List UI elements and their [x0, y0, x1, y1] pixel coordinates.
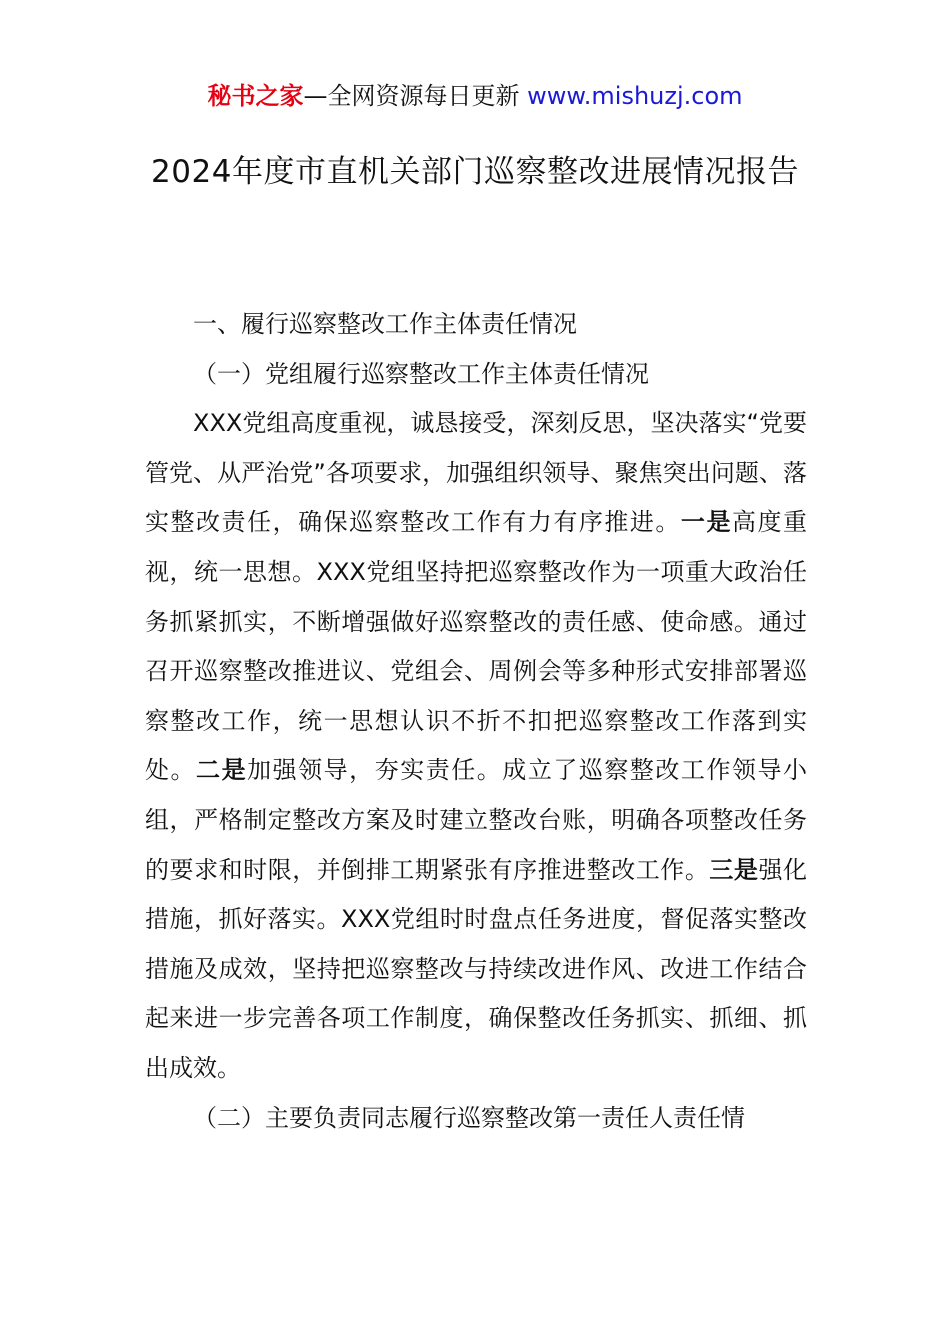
- subsection-heading-2: （二）主要负责同志履行巡察整改第一责任人责任情: [193, 1103, 745, 1132]
- point-label-1: 一是: [680, 508, 732, 537]
- point-text-3: 强化措施，抓好落实。XXX党组时时盘点任务进度，督促落实整改措施及成效，坚持把巡察整改与持续改进作风、改进工作结合起来进一步完善各项工作制度，确保整改任务抓实、抓细、抓出成效。: [145, 855, 808, 1082]
- point-text-2: 加强领导，夯实责任。成立了巡察整改工作领导小组，严格制定整改方案及时建立整改台账，明确各项整改任务的要求和时限，并倒排工期紧张有序推进整改工作。: [145, 756, 808, 884]
- point-label-3: 三是: [709, 855, 759, 884]
- document-title: 2024年度市直机关部门巡察整改进展情况报告: [151, 154, 799, 190]
- point-text-1: 高度重视，统一思想。XXX党组坚持把巡察整改作为一项重大政治任务抓紧抓实，不断增强做好巡察整改的责任感、使命感。通过召开巡察整改推进议、党组会、周例会等多种形式安排部署巡察整改工作，统一思想认识不折不扣把巡察整改工作落到实处。: [145, 508, 808, 785]
- site-header: [0, 80, 950, 112]
- header-tagline: —全网资源每日更新: [303, 82, 528, 110]
- point-label-2: 二是: [196, 756, 248, 785]
- paragraph-intro: XXX党组高度重视，诚恳接受，深刻反思，坚决落实“党要管党、从严治党”各项要求，加强组织领导、聚焦突出问题、落实整改责任，确保巡察整改工作有力有序推进。: [145, 409, 807, 537]
- document-body: [145, 300, 807, 1143]
- section-heading-1: 一、履行巡察整改工作主体责任情况: [193, 310, 577, 338]
- subsection-heading-1: （一）党组履行巡察整改工作主体责任情况: [193, 359, 649, 388]
- body-paragraph: [145, 399, 807, 1093]
- brand-name: 秘书之家: [207, 82, 304, 110]
- site-url-link[interactable]: www.mishuzj.com: [527, 82, 743, 110]
